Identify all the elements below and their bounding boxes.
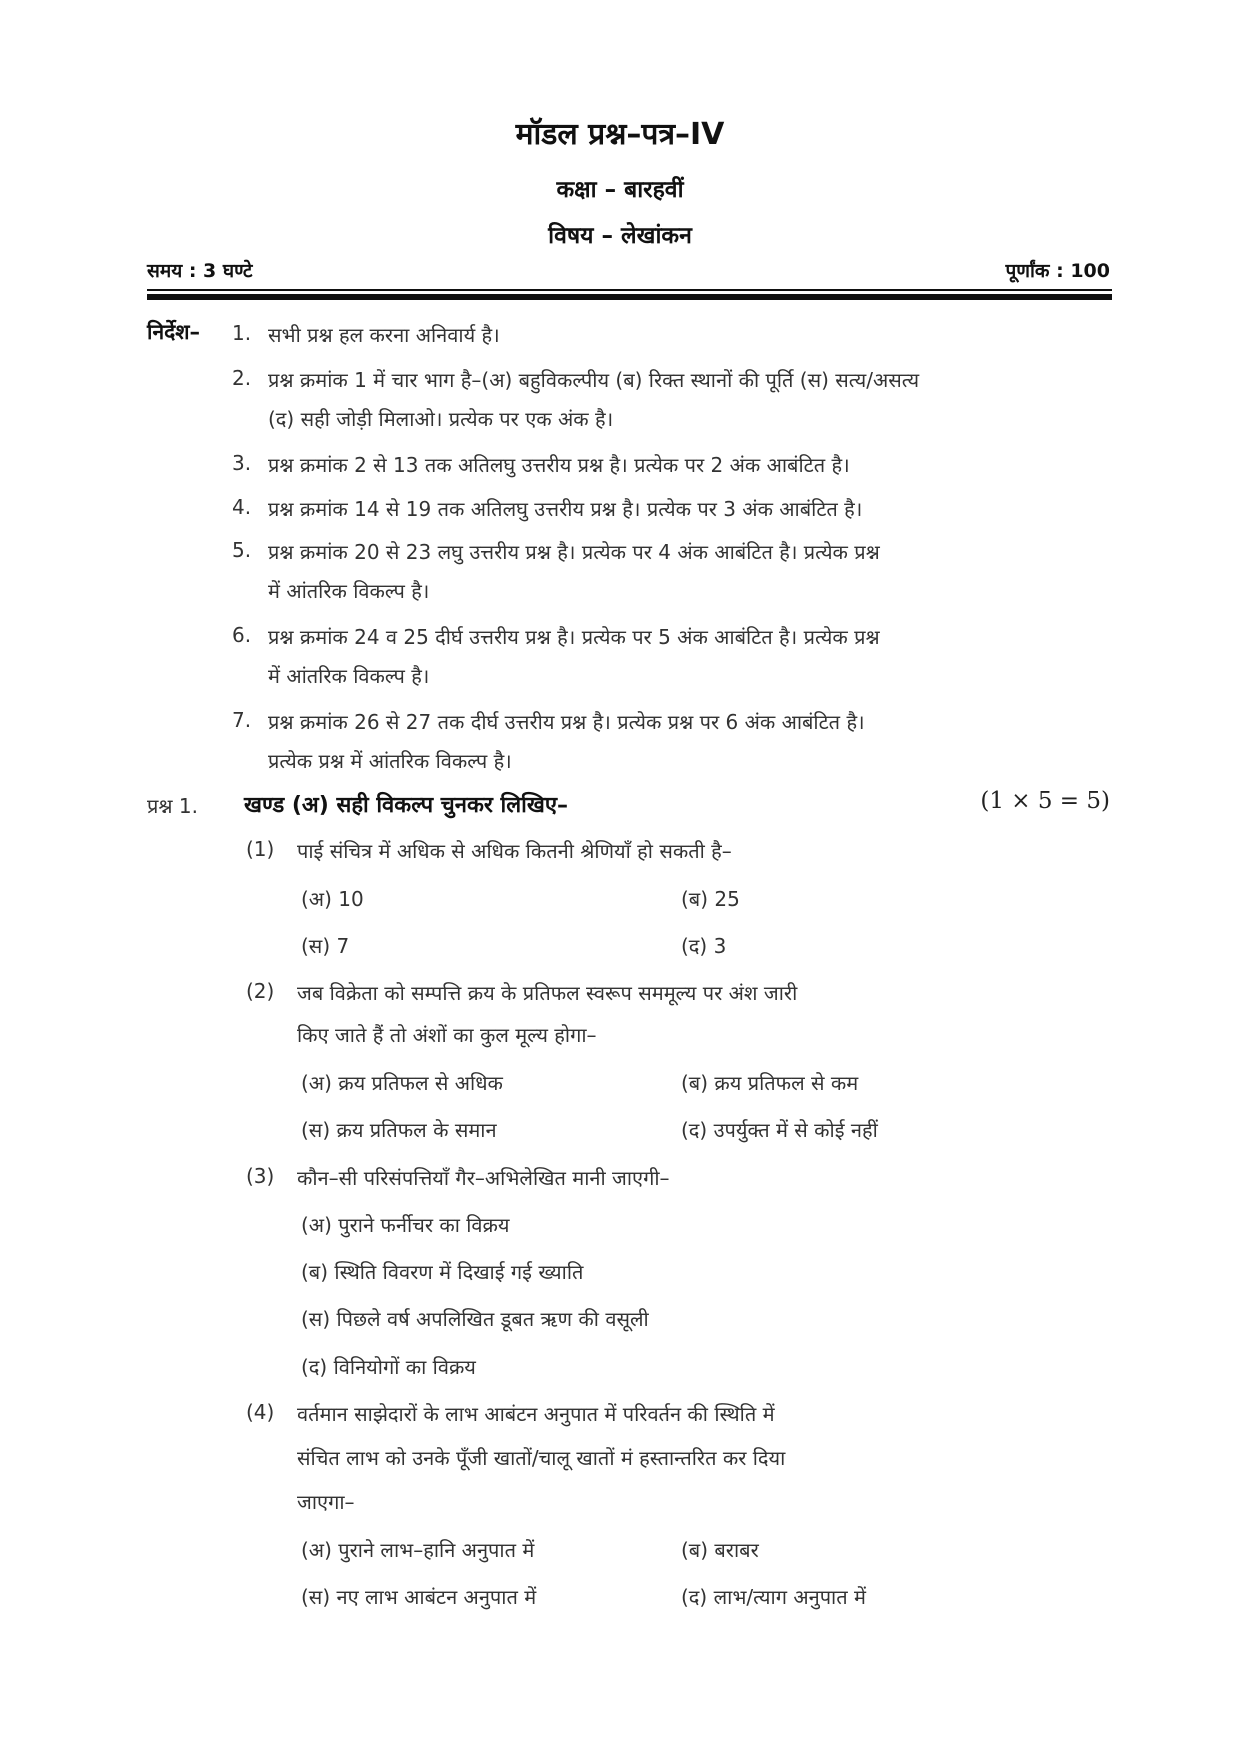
instruction-number: 6. <box>232 623 252 647</box>
option: (अ) क्रय प्रतिफल से अधिक <box>301 1071 503 1095</box>
header-divider-thin <box>147 289 1112 291</box>
subquestion-text: जब विक्रेता को सम्पत्ति क्रय के प्रतिफल स्वरूप सममूल्य पर अंश जारी <box>297 981 798 1005</box>
instruction-text: सभी प्रश्न हल करना अनिवार्य है। <box>268 323 500 347</box>
subquestion-number: (2) <box>246 979 275 1003</box>
question-number: प्रश्न 1. <box>147 794 198 818</box>
instruction-text: प्रत्येक प्रश्न में आंतरिक विकल्प है। <box>268 749 512 773</box>
subquestion-text: जाएगा– <box>297 1490 355 1514</box>
subquestion-number: (3) <box>246 1164 275 1188</box>
instruction-number: 2. <box>232 366 252 390</box>
option: (अ) पुराने लाभ–हानि अनुपात में <box>301 1538 535 1562</box>
class-line: कक्षा – बारहवीं <box>556 177 684 203</box>
instruction-number: 4. <box>232 495 252 519</box>
option: (स) क्रय प्रतिफल के समान <box>301 1118 497 1142</box>
instruction-text: प्रश्न क्रमांक 20 से 23 लघु उत्तरीय प्रश्न है। प्रत्येक पर 4 अंक आबंटित है। प्रत्येक प्रश्न <box>268 540 880 564</box>
option: (द) विनियोगों का विक्रय <box>301 1355 476 1379</box>
instruction-text: प्रश्न क्रमांक 2 से 13 तक अतिलघु उत्तरीय प्रश्न है। प्रत्येक पर 2 अंक आबंटित है। <box>268 453 850 477</box>
section-title: खण्ड (अ) सही विकल्प चुनकर लिखिए– <box>244 793 568 818</box>
subquestion-number: (1) <box>246 837 275 861</box>
option: (अ) पुराने फर्नीचर का विक्रय <box>301 1213 510 1237</box>
instruction-text: (द) सही जोड़ी मिलाओ। प्रत्येक पर एक अंक है। <box>268 407 614 431</box>
option: (स) 7 <box>301 934 350 958</box>
instruction-number: 1. <box>232 321 252 345</box>
option: (स) पिछले वर्ष अपलिखित डूबत ऋण की वसूली <box>301 1307 649 1331</box>
time-allowed: समय : 3 घण्टे <box>147 260 253 282</box>
paper-title: मॉडल प्रश्न–पत्र–IV <box>515 117 725 152</box>
subquestion-text: वर्तमान साझेदारों के लाभ आबंटन अनुपात में परिवर्तन की स्थिति में <box>297 1402 775 1426</box>
section-marks: (1 × 5 = 5) <box>980 788 1110 814</box>
option: (द) 3 <box>681 934 727 958</box>
instruction-text: में आंतरिक विकल्प है। <box>268 664 430 688</box>
header-divider-thick <box>147 294 1112 300</box>
option: (द) लाभ/त्याग अनुपात में <box>681 1585 866 1609</box>
instruction-text: प्रश्न क्रमांक 14 से 19 तक अतिलघु उत्तरीय प्रश्न है। प्रत्येक पर 3 अंक आबंटित है। <box>268 497 863 521</box>
instruction-number: 7. <box>232 708 252 732</box>
subquestion-number: (4) <box>246 1400 275 1424</box>
instruction-number: 3. <box>232 451 252 475</box>
subject-line: विषय – लेखांकन <box>548 223 692 249</box>
instruction-text: प्रश्न क्रमांक 26 से 27 तक दीर्घ उत्तरीय प्रश्न है। प्रत्येक प्रश्न पर 6 अंक आबंटित है। <box>268 710 865 734</box>
subquestion-text: पाई संचित्र में अधिक से अधिक कितनी श्रेणियाँ हो सकती है– <box>297 839 732 863</box>
option: (ब) 25 <box>681 887 740 911</box>
option: (स) नए लाभ आबंटन अनुपात में <box>301 1585 537 1609</box>
option: (अ) 10 <box>301 887 364 911</box>
instructions-label: निर्देश– <box>147 320 201 344</box>
instruction-text: प्रश्न क्रमांक 1 में चार भाग है–(अ) बहुविकल्पीय (ब) रिक्त स्थानों की पूर्ति (स) सत्य/असत्य <box>268 368 920 392</box>
subquestion-text: संचित लाभ को उनके पूँजी खातों/चालू खातों मं हस्तान्तरित कर दिया <box>297 1446 786 1470</box>
subquestion-text: किए जाते हैं तो अंशों का कुल मूल्य होगा– <box>297 1023 597 1047</box>
instruction-text: में आंतरिक विकल्प है। <box>268 579 430 603</box>
instruction-text: प्रश्न क्रमांक 24 व 25 दीर्घ उत्तरीय प्रश्न है। प्रत्येक पर 5 अंक आबंटित है। प्रत्येक प्रश्न <box>268 625 880 649</box>
subquestion-text: कौन–सी परिसंपत्तियाँ गैर–अभिलेखित मानी जाएगी– <box>297 1166 670 1190</box>
option: (द) उपर्युक्त में से कोई नहीं <box>681 1118 878 1142</box>
option: (ब) स्थिति विवरण में दिखाई गई ख्याति <box>301 1260 584 1284</box>
instruction-number: 5. <box>232 538 252 562</box>
option: (ब) बराबर <box>681 1538 759 1562</box>
max-marks: पूर्णांक : 100 <box>1005 260 1110 282</box>
option: (ब) क्रय प्रतिफल से कम <box>681 1071 859 1095</box>
